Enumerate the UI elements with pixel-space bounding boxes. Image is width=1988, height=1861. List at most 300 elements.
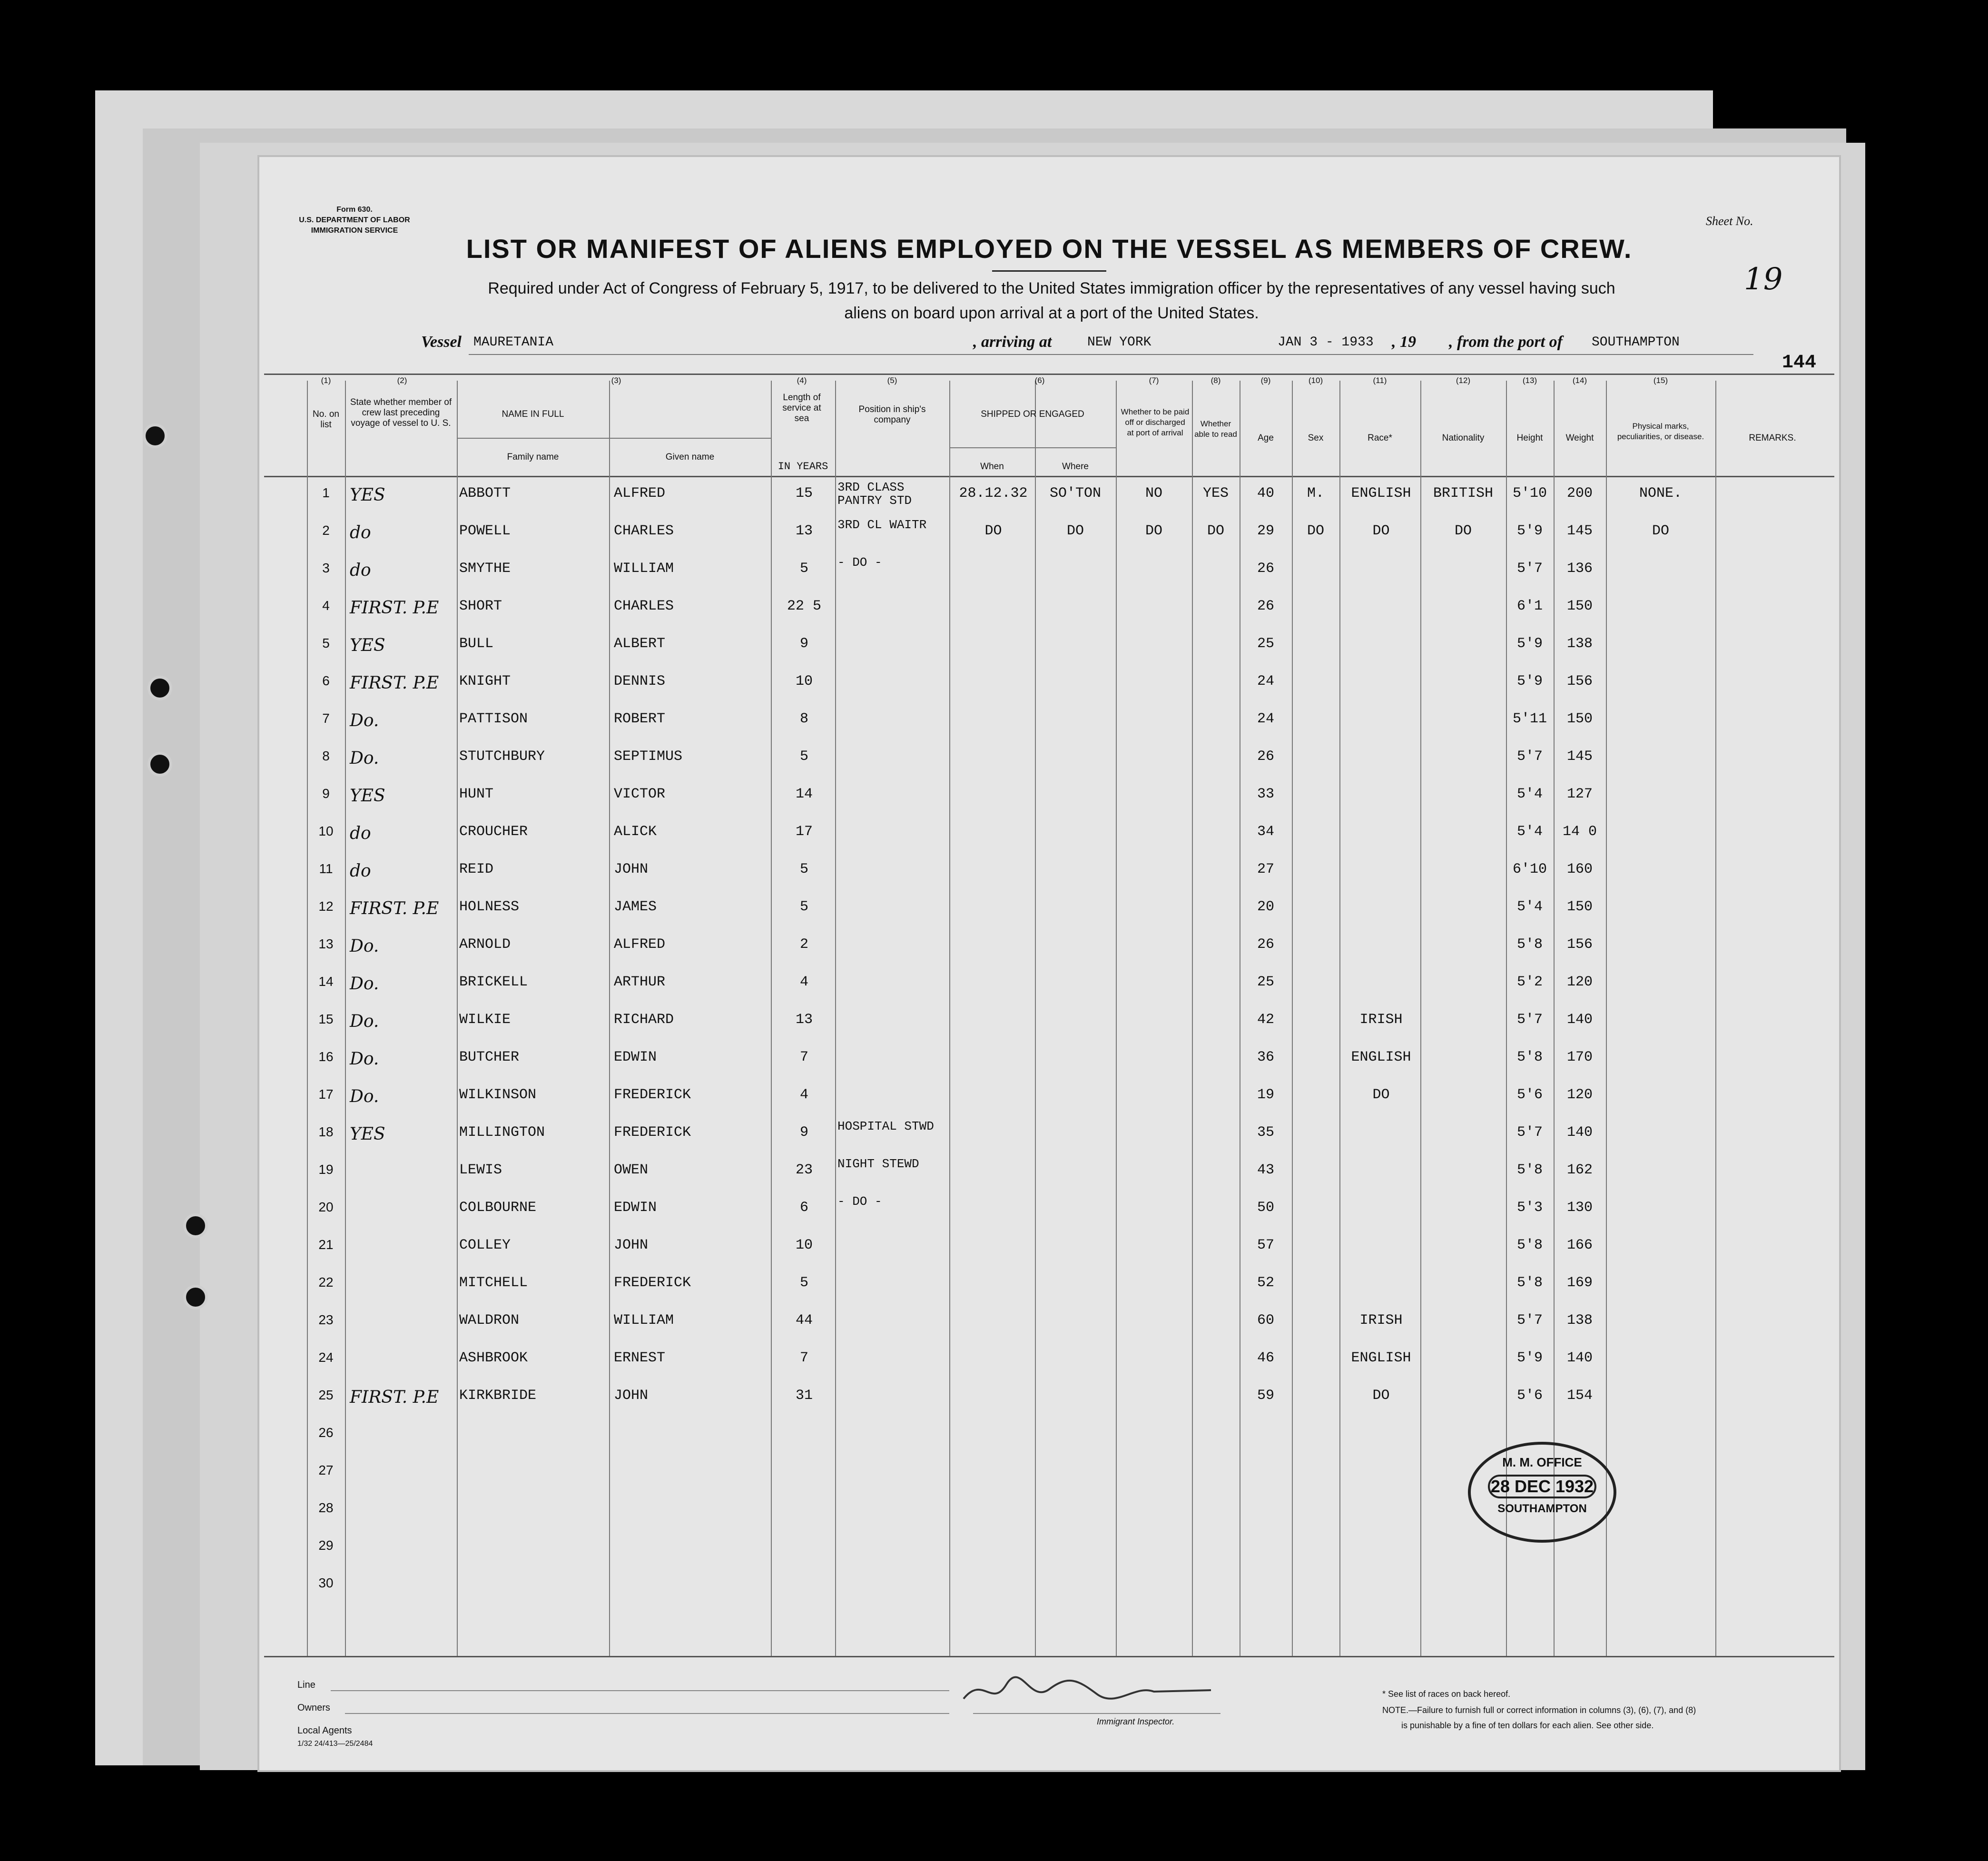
vessel-rule <box>469 354 1753 355</box>
weight: 166 <box>1566 1237 1593 1253</box>
table-row <box>259 819 1839 857</box>
years-service: 6 <box>799 1200 808 1216</box>
given-name: SEPTIMUS <box>614 748 683 765</box>
years-service: 5 <box>799 748 808 765</box>
family-name: LEWIS <box>459 1162 502 1178</box>
shipped-where: SO'TON <box>1049 485 1102 502</box>
col-head-where: Where <box>1062 462 1089 472</box>
row-number: 12 <box>318 899 334 914</box>
table-row <box>259 556 1839 593</box>
col-head-family-name: Family name <box>507 452 559 462</box>
col-number: (9) <box>1260 376 1271 385</box>
family-name: CROUCHER <box>459 824 528 840</box>
years-service: 44 <box>795 1312 813 1329</box>
position: HOSPITAL STWD <box>837 1119 934 1133</box>
given-name: ALFRED <box>614 936 666 953</box>
weight: 200 <box>1566 485 1593 502</box>
given-name: EDWIN <box>614 1049 657 1065</box>
height: 5'9 <box>1516 1350 1543 1366</box>
weight: 154 <box>1566 1388 1593 1404</box>
col-head-paid-off: Whether to be paid off or discharged at port of arrival <box>1121 407 1190 437</box>
weight: 136 <box>1566 561 1593 577</box>
previous-voyage: Do. <box>350 1012 379 1031</box>
title-rule <box>992 270 1106 272</box>
col-number: (12) <box>1456 376 1471 385</box>
position: 3RD CL WAITR <box>837 518 927 532</box>
inspector-label: Immigrant Inspector. <box>1097 1717 1175 1726</box>
physical-marks: NONE. <box>1639 485 1682 502</box>
age: 52 <box>1257 1275 1274 1291</box>
given-name: VICTOR <box>614 786 666 802</box>
age: 43 <box>1257 1162 1274 1178</box>
previous-voyage: Do. <box>350 936 379 956</box>
sheet-label: Sheet No. <box>1706 214 1753 228</box>
row-number: 25 <box>318 1388 334 1402</box>
age: 24 <box>1257 673 1274 689</box>
table-row <box>259 593 1839 631</box>
footer-agents-label: Local Agents <box>297 1725 352 1736</box>
age: 33 <box>1257 786 1274 802</box>
age: 25 <box>1257 636 1274 652</box>
name-split <box>609 438 610 476</box>
family-name: KIRKBRIDE <box>459 1388 537 1404</box>
col-head-weight: Weight <box>1565 433 1594 443</box>
col-number: (15) <box>1653 376 1668 385</box>
table-bottom-rule <box>264 1656 1834 1657</box>
family-name: MILLINGTON <box>459 1124 545 1141</box>
subtitle-line-2: aliens on board upon arrival at a port of the United States. <box>844 304 1259 322</box>
years-service: 9 <box>799 1124 808 1141</box>
weight: 162 <box>1566 1162 1593 1178</box>
subtitle-line-1: Required under Act of Congress of February 5, 1917, to be delivered to the United States immigration officer by the representatives of any vessel having such <box>488 279 1615 297</box>
given-name: DENNIS <box>614 673 666 689</box>
punch-hole <box>148 676 172 700</box>
height: 5'7 <box>1516 561 1543 577</box>
years-service: 23 <box>795 1162 813 1178</box>
table-row <box>259 857 1839 894</box>
table-row <box>259 894 1839 932</box>
age: 50 <box>1257 1200 1274 1216</box>
row-number: 28 <box>318 1500 334 1515</box>
family-name: COLBOURNE <box>459 1200 537 1216</box>
given-name: ROBERT <box>614 711 666 727</box>
family-name: WILKIE <box>459 1012 511 1028</box>
manifest-sheet <box>259 157 1839 1770</box>
table-row <box>259 1308 1839 1345</box>
table-row <box>259 1345 1839 1383</box>
given-name: JOHN <box>614 1237 649 1253</box>
weight: 140 <box>1566 1124 1593 1141</box>
race: IRISH <box>1359 1012 1403 1028</box>
row-number: 17 <box>318 1087 334 1102</box>
footer-line-label: Line <box>297 1680 315 1690</box>
given-name: OWEN <box>614 1162 649 1178</box>
height: 5'2 <box>1516 974 1543 990</box>
table-row <box>259 1420 1839 1458</box>
weight: 156 <box>1566 936 1593 953</box>
age: 27 <box>1257 861 1274 877</box>
given-name: ALBERT <box>614 636 666 652</box>
family-name: PATTISON <box>459 711 528 727</box>
previous-voyage: YES <box>350 786 385 806</box>
nationality: BRITISH <box>1433 485 1494 502</box>
page-number: 144 <box>1782 352 1817 374</box>
able-read: YES <box>1202 485 1229 502</box>
page-subtitle <box>374 276 1730 325</box>
age: 29 <box>1257 523 1274 539</box>
from-label: , from the port of <box>1449 333 1563 351</box>
col-number: (7) <box>1149 376 1159 385</box>
col-head-physical: Physical marks, peculiarities, or disease. <box>1617 422 1704 441</box>
height: 5'9 <box>1516 636 1543 652</box>
family-name: COLLEY <box>459 1237 511 1253</box>
years-service: 17 <box>795 824 813 840</box>
height: 5'6 <box>1516 1087 1543 1103</box>
arrival-date: JAN 3 - 1933 <box>1278 335 1374 350</box>
family-name: WALDRON <box>459 1312 520 1329</box>
height: 6'1 <box>1516 598 1543 614</box>
race: IRISH <box>1359 1312 1403 1329</box>
given-name: JOHN <box>614 861 649 877</box>
row-number: 6 <box>322 673 330 688</box>
sheet-number: 19 <box>1744 262 1783 297</box>
years-service: 4 <box>799 974 808 990</box>
form-service: IMMIGRATION SERVICE <box>311 226 398 235</box>
years-service: 14 <box>795 786 813 802</box>
row-number: 3 <box>322 561 330 575</box>
footer-owners-rule <box>345 1713 949 1714</box>
arriving-label: , arriving at <box>973 333 1052 351</box>
family-name: HOLNESS <box>459 899 520 915</box>
weight: 156 <box>1566 673 1593 689</box>
footer-owners-label: Owners <box>297 1703 330 1713</box>
shipped-subrule <box>949 447 1116 448</box>
years-service: 15 <box>795 485 813 502</box>
from-port: SOUTHAMPTON <box>1592 335 1680 350</box>
height: 5'7 <box>1516 1312 1543 1329</box>
table-row <box>259 481 1839 518</box>
given-name: ALICK <box>614 824 657 840</box>
age: 36 <box>1257 1049 1274 1065</box>
previous-voyage: YES <box>350 485 385 505</box>
family-name: SMYTHE <box>459 561 511 577</box>
height: 5'7 <box>1516 748 1543 765</box>
row-number: 5 <box>322 636 330 650</box>
row-number: 16 <box>318 1049 334 1064</box>
weight: 120 <box>1566 1087 1593 1103</box>
col-head-able-read: Whether able to read <box>1194 419 1237 439</box>
years-service: 22 5 <box>787 598 821 614</box>
age: 40 <box>1257 485 1274 502</box>
paid-off: DO <box>1145 523 1162 539</box>
previous-voyage: Do. <box>350 711 379 730</box>
office-stamp <box>1468 1442 1616 1543</box>
table-row <box>259 518 1839 556</box>
given-name: WILLIAM <box>614 561 674 577</box>
table-row <box>259 744 1839 781</box>
height: 5'8 <box>1516 936 1543 953</box>
previous-voyage: YES <box>350 1124 385 1144</box>
row-number: 2 <box>322 523 330 538</box>
col-head-age: Age <box>1258 433 1274 443</box>
stamp-bottom: SOUTHAMPTON <box>1497 1502 1587 1515</box>
row-number: 18 <box>318 1124 334 1139</box>
previous-voyage: do <box>350 523 371 542</box>
weight: 150 <box>1566 899 1593 915</box>
shipped-when: 28.12.32 <box>959 485 1028 502</box>
years-service: 31 <box>795 1388 813 1404</box>
height: 5'8 <box>1516 1162 1543 1178</box>
inspector-rule <box>973 1713 1220 1714</box>
given-name: JOHN <box>614 1388 649 1404</box>
physical-marks: DO <box>1652 523 1669 539</box>
years-service: 2 <box>799 936 808 953</box>
col-head-length-service: Length of service at sea <box>782 393 821 423</box>
col-number: (8) <box>1211 376 1221 385</box>
previous-voyage: Do. <box>350 1049 379 1069</box>
col-number: (14) <box>1572 376 1587 385</box>
height: 5'9 <box>1516 523 1543 539</box>
punch-hole <box>143 423 167 448</box>
years-service: 9 <box>799 636 808 652</box>
header-bottom-rule <box>264 476 1834 477</box>
col-number: (6) <box>1034 376 1045 385</box>
weight: 138 <box>1566 1312 1593 1329</box>
col-number: (10) <box>1308 376 1323 385</box>
family-name: HUNT <box>459 786 494 802</box>
years-service: 4 <box>799 1087 808 1103</box>
height: 5'6 <box>1516 1388 1543 1404</box>
height: 5'8 <box>1516 1237 1543 1253</box>
row-number: 23 <box>318 1312 334 1327</box>
table-top-rule <box>264 374 1834 375</box>
height: 5'7 <box>1516 1124 1543 1141</box>
position: 3RD CLASS PANTRY STD <box>837 480 912 508</box>
position: NIGHT STEWD <box>837 1157 919 1171</box>
height: 5'8 <box>1516 1275 1543 1291</box>
year-label: , 19 <box>1392 333 1416 351</box>
row-number: 26 <box>318 1425 334 1440</box>
row-number: 13 <box>318 936 334 951</box>
previous-voyage: FIRST. P.E <box>350 899 439 918</box>
weight: 169 <box>1566 1275 1593 1291</box>
previous-voyage: FIRST. P.E <box>350 673 439 693</box>
col-head-name: NAME IN FULL <box>502 409 564 419</box>
table-row <box>259 1383 1839 1420</box>
arriving-at: NEW YORK <box>1087 335 1151 350</box>
age: 25 <box>1257 974 1274 990</box>
shipped-where: DO <box>1066 523 1084 539</box>
form-number: Form 630. <box>336 206 373 214</box>
weight: 14 0 <box>1562 824 1597 840</box>
row-number: 30 <box>318 1575 334 1590</box>
col-head-given-name: Given name <box>665 452 715 462</box>
given-name: FREDERICK <box>614 1087 691 1103</box>
row-number: 4 <box>322 598 330 613</box>
table-row <box>259 1195 1839 1232</box>
row-number: 24 <box>318 1350 334 1365</box>
years-service: 5 <box>799 561 808 577</box>
footer-line-rule <box>331 1690 949 1691</box>
age: 60 <box>1257 1312 1274 1329</box>
col-head-race: Race* <box>1368 433 1392 443</box>
age: 34 <box>1257 824 1274 840</box>
family-name: BRICKELL <box>459 974 528 990</box>
form-header <box>297 205 412 236</box>
col-number: (5) <box>887 376 897 385</box>
years-service: 10 <box>795 673 813 689</box>
inspector-signature <box>954 1665 1240 1718</box>
row-number: 15 <box>318 1012 334 1026</box>
height: 5'3 <box>1516 1200 1543 1216</box>
weight: 150 <box>1566 598 1593 614</box>
weight: 145 <box>1566 748 1593 765</box>
height: 5'9 <box>1516 673 1543 689</box>
age: 46 <box>1257 1350 1274 1366</box>
given-name: EDWIN <box>614 1200 657 1216</box>
weight: 160 <box>1566 861 1593 877</box>
age: 57 <box>1257 1237 1274 1253</box>
family-name: REID <box>459 861 494 877</box>
given-name: RICHARD <box>614 1012 674 1028</box>
weight: 130 <box>1566 1200 1593 1216</box>
height: 5'4 <box>1516 824 1543 840</box>
vessel-name: MAURETANIA <box>473 335 554 350</box>
given-name: ARTHUR <box>614 974 666 990</box>
family-name: BULL <box>459 636 494 652</box>
height: 5'11 <box>1512 711 1547 727</box>
row-number: 14 <box>318 974 334 989</box>
years-service: 7 <box>799 1350 808 1366</box>
table-row <box>259 669 1839 706</box>
col-number: (1) <box>321 376 331 385</box>
table-row <box>259 1232 1839 1270</box>
years-service: 8 <box>799 711 808 727</box>
row-number: 7 <box>322 711 330 726</box>
family-name: ASHBROOK <box>459 1350 528 1366</box>
table-row <box>259 969 1839 1007</box>
race: DO <box>1372 1388 1390 1404</box>
col-head-when: When <box>980 462 1004 472</box>
col-number: (2) <box>397 376 407 385</box>
row-number: 19 <box>318 1162 334 1177</box>
col-head-remarks: REMARKS. <box>1749 433 1796 443</box>
age: 35 <box>1257 1124 1274 1141</box>
punch-hole <box>183 1285 208 1310</box>
table-row <box>259 1120 1839 1157</box>
height: 6'10 <box>1512 861 1547 877</box>
row-number: 29 <box>318 1538 334 1553</box>
table-row <box>259 1270 1839 1308</box>
years-service: 5 <box>799 1275 808 1291</box>
age: 42 <box>1257 1012 1274 1028</box>
age: 59 <box>1257 1388 1274 1404</box>
given-name: JAMES <box>614 899 657 915</box>
weight: 140 <box>1566 1350 1593 1366</box>
nationality: DO <box>1454 523 1472 539</box>
height: 5'4 <box>1516 899 1543 915</box>
height: 5'8 <box>1516 1049 1543 1065</box>
col-head-position: Position in ship's company <box>858 404 926 425</box>
row-number: 9 <box>322 786 330 801</box>
row-number: 1 <box>322 485 330 500</box>
years-service: 10 <box>795 1237 813 1253</box>
row-number: 22 <box>318 1275 334 1290</box>
shipped-when: DO <box>984 523 1002 539</box>
age: 26 <box>1257 598 1274 614</box>
punch-hole <box>183 1213 208 1238</box>
col-head-height: Height <box>1516 433 1543 443</box>
weight: 140 <box>1566 1012 1593 1028</box>
races-note: * See list of races on back hereof. <box>1382 1689 1511 1699</box>
family-name: ARNOLD <box>459 936 511 953</box>
row-number: 8 <box>322 748 330 763</box>
age: 24 <box>1257 711 1274 727</box>
previous-voyage: Do. <box>350 1087 379 1106</box>
weight: 138 <box>1566 636 1593 652</box>
race: DO <box>1372 523 1390 539</box>
previous-voyage: Do. <box>350 748 379 768</box>
col-number: (4) <box>797 376 807 385</box>
age: 26 <box>1257 748 1274 765</box>
sex: DO <box>1307 523 1324 539</box>
family-name: SHORT <box>459 598 502 614</box>
age: 19 <box>1257 1087 1274 1103</box>
able-read: DO <box>1207 523 1224 539</box>
stamp-date: 28 DEC 1932 <box>1488 1475 1596 1498</box>
vessel-line <box>421 333 1753 357</box>
given-name: WILLIAM <box>614 1312 674 1329</box>
position: - DO - <box>837 1194 882 1209</box>
family-name: STUTCHBURY <box>459 748 545 765</box>
page-title: LIST OR MANIFEST OF ALIENS EMPLOYED ON THE VESSEL AS MEMBERS OF CREW. <box>466 234 1633 264</box>
col-head-in-years: IN YEARS <box>777 461 828 473</box>
footer-print-code: 1/32 24/413—25/2484 <box>297 1740 373 1748</box>
weight: 145 <box>1566 523 1593 539</box>
weight: 127 <box>1566 786 1593 802</box>
previous-voyage: do <box>350 861 371 881</box>
family-name: POWELL <box>459 523 511 539</box>
row-number: 27 <box>318 1463 334 1477</box>
col-number: (13) <box>1522 376 1537 385</box>
previous-voyage: do <box>350 824 371 843</box>
given-name: CHARLES <box>614 598 674 614</box>
name-subrule <box>457 438 771 439</box>
row-number: 10 <box>318 824 334 838</box>
position: - DO - <box>837 555 882 570</box>
family-name: MITCHELL <box>459 1275 528 1291</box>
family-name: BUTCHER <box>459 1049 520 1065</box>
given-name: ALFRED <box>614 485 666 502</box>
previous-voyage: FIRST. P.E <box>350 598 439 618</box>
race: ENGLISH <box>1351 485 1411 502</box>
vessel-label: Vessel <box>421 333 462 351</box>
col-head-no: No. on list <box>313 409 339 430</box>
col-number: (11) <box>1373 376 1387 385</box>
given-name: FREDERICK <box>614 1275 691 1291</box>
col-number: (3) <box>611 376 621 385</box>
table-row <box>259 1044 1839 1082</box>
race: DO <box>1372 1087 1390 1103</box>
years-service: 5 <box>799 899 808 915</box>
previous-voyage: YES <box>350 636 385 655</box>
weight: 170 <box>1566 1049 1593 1065</box>
years-service: 5 <box>799 861 808 877</box>
age: 20 <box>1257 899 1274 915</box>
weight: 150 <box>1566 711 1593 727</box>
family-name: ABBOTT <box>459 485 511 502</box>
age: 26 <box>1257 936 1274 953</box>
